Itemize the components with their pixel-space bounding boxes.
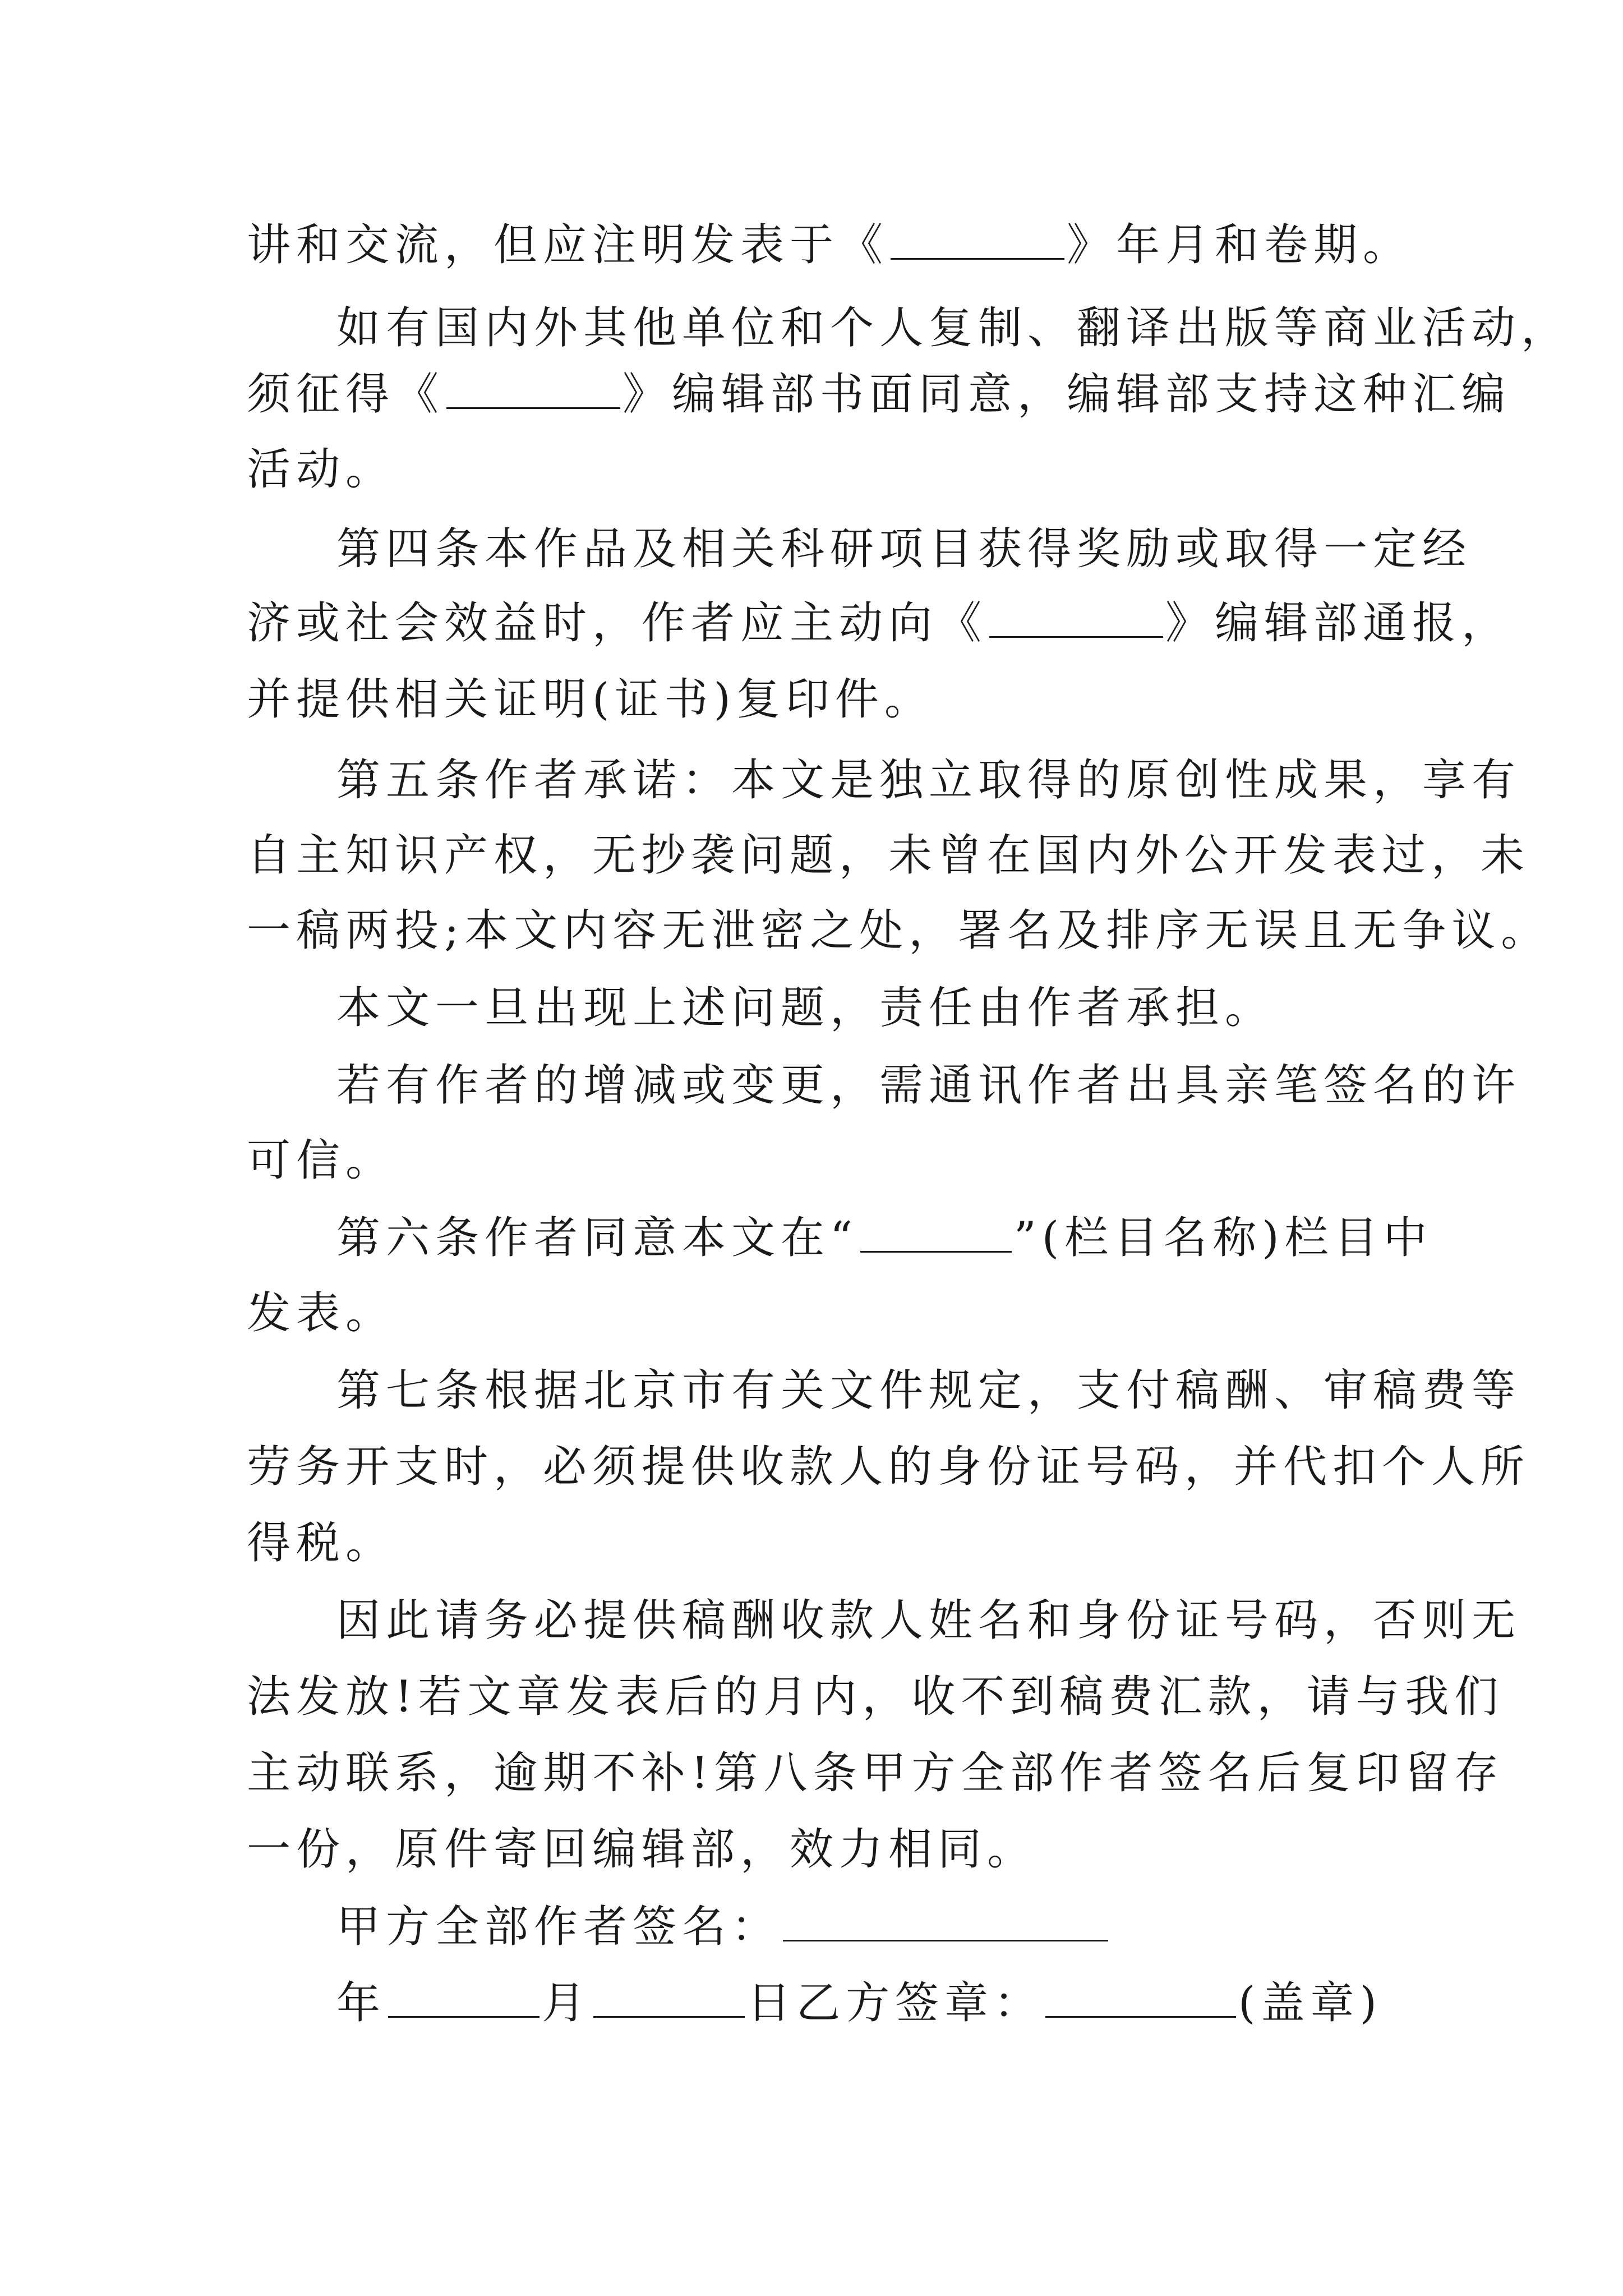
day-blank: [593, 1978, 745, 2018]
line-07: [0, 657, 1623, 742]
line-text: 月: [542, 1978, 592, 2028]
line-text: 活动。: [247, 444, 395, 495]
month-blank: [388, 1978, 540, 2018]
line-23: [0, 1885, 1623, 1969]
line-18: [0, 1501, 1623, 1585]
line-text: 得税。: [247, 1518, 395, 1568]
line-text: 第六条作者同意本文在“: [336, 1213, 858, 1263]
author-signature-blank: [783, 1902, 1108, 1941]
line-16: [0, 1349, 1623, 1433]
line-11: [0, 966, 1623, 1050]
line-text: 》编辑部通报，: [1165, 598, 1511, 648]
line-text: 本文一旦出现上述问题，责任由作者承担。: [336, 983, 1275, 1033]
line-text: 》年月和卷期。: [1067, 220, 1413, 270]
line-text: 如有国内外其他单位和个人复制、翻译出版等商业活动，: [336, 303, 1571, 353]
line-24: [0, 1961, 1623, 2045]
line-text: 法发放!若文章发表后的月内，收不到稿费汇款，请与我们: [247, 1672, 1504, 1722]
line-text: 一份，原件寄回编辑部，效力相同。: [247, 1824, 1037, 1875]
line-text: 自主知识产权，无抄袭问题，未曾在国内外公开发表过，未: [247, 830, 1530, 881]
line-09: [0, 813, 1623, 898]
line-15: [0, 1271, 1623, 1355]
line-08: [0, 738, 1623, 822]
line-text: 年: [336, 1978, 386, 2028]
line-text: 第七条根据北京市有关文件规定，支付稿酬、审稿费等: [336, 1365, 1521, 1416]
line-text: 一稿两投;本文内容无泄密之处，署名及排序无误且无争议。: [247, 905, 1551, 956]
line-text: 若有作者的增减或变更，需通讯作者出具亲笔签名的许: [336, 1060, 1521, 1111]
line-13: [0, 1119, 1623, 1203]
column-name-blank: [860, 1213, 1012, 1253]
line-03: [0, 352, 1623, 436]
line-text: 日乙方签章：: [747, 1978, 1044, 2028]
line-text: 甲方全部作者签名：: [336, 1902, 781, 1952]
party-b-stamp-blank: [1045, 1978, 1236, 2018]
line-20: [0, 1655, 1623, 1739]
line-12: [0, 1043, 1623, 1128]
line-06: [0, 581, 1623, 665]
line-10: [0, 889, 1623, 973]
line-text: 》编辑部书面同意，编辑部支持这种汇编: [623, 369, 1511, 420]
line-21: [0, 1731, 1623, 1815]
line-text: 讲和交流，但应注明发表于《: [247, 220, 889, 270]
journal-name-blank: [891, 220, 1064, 260]
line-text: 济或社会效益时，作者应主动向《: [247, 598, 988, 648]
line-text: 主动联系，逾期不补!第八条甲方全部作者签名后复印留存: [247, 1748, 1504, 1798]
line-text: 第四条本作品及相关科研项目获得奖励或取得一定经: [336, 524, 1472, 574]
journal-name-blank: [446, 369, 620, 409]
line-05: [0, 507, 1623, 591]
line-14: [0, 1196, 1623, 1280]
journal-name-blank: [989, 598, 1163, 638]
line-text: (盖章): [1238, 1978, 1382, 2028]
line-text: ”(栏目名称)栏目中: [1013, 1213, 1433, 1263]
line-text: 因此请务必提供稿酬收款人姓名和身份证号码，否则无: [336, 1595, 1521, 1646]
line-text: 发表。: [247, 1288, 395, 1338]
line-22: [0, 1807, 1623, 1892]
line-17: [0, 1425, 1623, 1509]
line-text: 并提供相关证明(证书)复印件。: [247, 674, 934, 725]
line-text: 劳务开支时，必须提供收款人的身份证号码，并代扣个人所: [247, 1442, 1530, 1492]
line-text: 须征得《: [247, 369, 445, 420]
line-text: 第五条作者承诺：本文是独立取得的原创性成果，享有: [336, 755, 1521, 806]
line-text: 可信。: [247, 1135, 395, 1186]
line-04: [0, 427, 1623, 512]
line-19: [0, 1579, 1623, 1663]
line-01: [0, 203, 1623, 287]
